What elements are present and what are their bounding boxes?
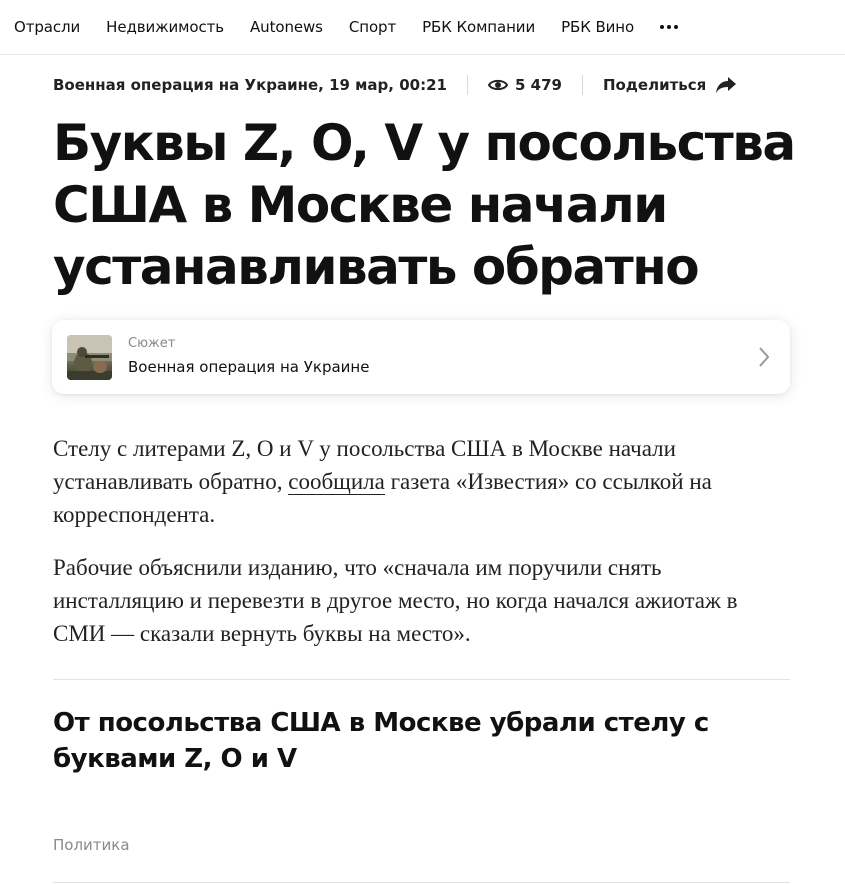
nav-item-autonews[interactable]: Autonews <box>250 18 323 36</box>
share-label: Поделиться <box>602 76 707 94</box>
nav-item-rbc-wine[interactable]: РБК Вино <box>561 18 635 36</box>
share-arrow-icon <box>715 76 737 94</box>
related-article-title[interactable]: От посольства США в Москве убрали стелу с буквами Z, O и V <box>53 708 709 774</box>
paragraph-text: Стелу с литерами Z, O и V у посольства США в Москве начали устанавливать обратно, <box>53 436 676 494</box>
nav-item-rbc-companies[interactable]: РБК Компании <box>422 18 536 36</box>
view-counter <box>488 76 562 94</box>
story-thumbnail <box>67 335 112 380</box>
source-link[interactable]: сообщила <box>288 469 385 494</box>
dot <box>674 25 678 29</box>
article-paragraph <box>53 432 793 531</box>
story-card[interactable] <box>52 320 790 394</box>
story-thumbnail-image <box>67 335 112 380</box>
nav-item-real-estate[interactable]: Недвижимость <box>106 18 225 36</box>
nav-item-sport[interactable]: Спорт <box>348 18 397 36</box>
article-meta <box>53 73 753 97</box>
eye-icon <box>488 78 508 92</box>
dot <box>667 25 671 29</box>
nav-item-industries[interactable]: Отрасли <box>14 18 81 36</box>
view-count: 5 479 <box>514 76 562 94</box>
related-article-rubric[interactable]: Политика <box>53 836 130 854</box>
dot <box>660 25 664 29</box>
meta-divider <box>467 75 468 95</box>
section-divider <box>53 882 790 883</box>
story-kicker: Сюжет <box>128 336 176 351</box>
story-date: Военная операция на Украине, 19 мар, 00:21 <box>53 76 447 94</box>
paragraph-text: газета «Известия» со ссылкой на корреспондента. <box>53 469 712 527</box>
top-navigation <box>0 0 845 55</box>
section-divider <box>53 679 790 680</box>
meta-divider <box>582 75 583 95</box>
more-horizontal-icon[interactable] <box>660 25 678 29</box>
article-paragraph: Рабочие объяснили изданию, что «сначала им поручили снять инсталляцию и перевезти в другое место, но когда начался ажиотаж в СМИ — сказали вернуть буквы на место». <box>53 555 738 646</box>
article-title: Буквы Z, O, V у посольства США в Москве начали устанавливать обратно <box>53 114 795 296</box>
share-button[interactable] <box>603 76 737 94</box>
story-name: Военная операция на Украине <box>128 358 370 376</box>
chevron-right-icon <box>758 346 770 368</box>
